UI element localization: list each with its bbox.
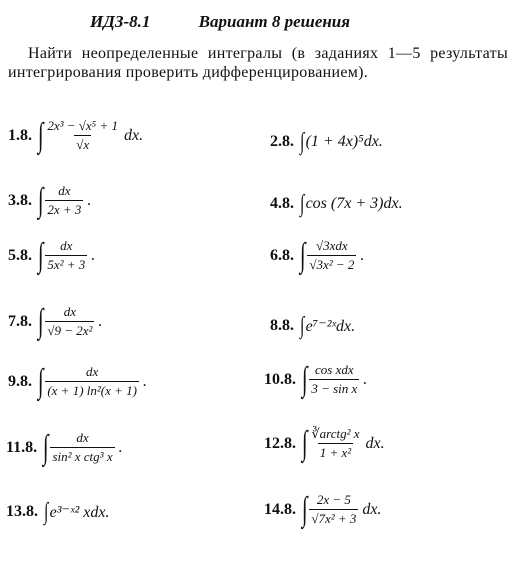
fraction — [309, 492, 358, 527]
problem-number: 11.8. — [6, 438, 38, 456]
integral-sign-icon: ∫ — [42, 428, 49, 466]
expression: e³⁻ˣ² xdx. — [49, 504, 110, 521]
fraction — [45, 238, 87, 273]
integral-sign-icon: ∫ — [300, 313, 305, 339]
expression: cos (7x + 3)dx. — [305, 195, 403, 212]
problem-number: 1.8. — [8, 126, 32, 144]
tail: dx. — [362, 500, 382, 518]
numerator: 2x³ − √x⁵ + 1 — [47, 118, 118, 133]
denominator: (x + 1) ln²(x + 1) — [47, 383, 137, 398]
integral-sign-icon: ∫ — [37, 236, 44, 274]
problem-12 — [264, 426, 385, 461]
numerator: 2x − 5 — [316, 492, 351, 507]
denominator: √7x² + 3 — [311, 511, 357, 526]
expression: (1 + 4x)⁵dx. — [305, 133, 383, 150]
problem-10 — [264, 362, 367, 397]
problem-number: 6.8. — [270, 246, 294, 264]
integral-sign-icon: ∫ — [37, 181, 44, 219]
tail: . — [98, 312, 103, 330]
integral-sign-icon: ∫ — [301, 360, 308, 398]
numerator: ∛arctg² x — [311, 426, 360, 441]
denominator: 3 − sin x — [311, 381, 358, 396]
integral-sign-icon: ∫ — [301, 490, 308, 528]
tail: . — [360, 246, 365, 264]
problem-7 — [8, 304, 102, 339]
numerator: dx — [60, 238, 73, 253]
instruction-text: Найти неопределенные интегралы (в заданиях 1—5 результаты интегрирования проверить дифференцированием). — [8, 45, 508, 81]
tail: . — [143, 372, 147, 390]
fraction — [45, 183, 83, 218]
fraction — [45, 304, 94, 339]
tail: dx. — [365, 434, 385, 452]
tail: . — [118, 438, 123, 456]
tail: . — [363, 370, 368, 388]
problem-number: 4.8. — [270, 195, 294, 212]
problem-6 — [270, 238, 364, 273]
problem-1 — [8, 118, 143, 153]
problem-5 — [8, 238, 95, 273]
fraction — [307, 238, 356, 273]
fraction — [45, 118, 120, 153]
problem-number: 12.8. — [264, 434, 296, 452]
numerator: √3xdx — [316, 238, 348, 253]
problem-number: 2.8. — [270, 133, 294, 150]
integral-sign-icon: ∫ — [299, 236, 306, 274]
fraction — [309, 362, 359, 397]
denominator: √3x² − 2 — [309, 257, 355, 272]
numerator: cos xdx — [315, 362, 354, 377]
numerator: dx — [58, 183, 71, 198]
expression: e⁷⁻²ˣdx. — [305, 318, 356, 335]
numerator: dx — [63, 304, 76, 319]
problem-number: 5.8. — [8, 246, 32, 264]
tail: dx. — [123, 126, 144, 144]
fraction — [309, 426, 361, 461]
problem-8 — [270, 314, 355, 338]
problem-number: 10.8. — [264, 370, 296, 388]
tail: . — [87, 191, 92, 209]
integral-sign-icon: ∫ — [37, 362, 44, 400]
fraction — [50, 430, 114, 465]
fraction — [45, 364, 139, 399]
denominator: sin² x ctg³ x — [52, 449, 113, 464]
problem-4 — [270, 192, 403, 216]
problem-14 — [264, 492, 382, 527]
problem-number: 13.8. — [6, 503, 38, 520]
integral-sign-icon: ∫ — [37, 116, 44, 154]
numerator: dx — [86, 364, 99, 379]
problem-2 — [270, 130, 383, 154]
integral-sign-icon: ∫ — [37, 302, 44, 340]
denominator: 5x² + 3 — [47, 257, 86, 272]
title-idz: ИДЗ-8.1 — [90, 12, 151, 31]
problem-number: 7.8. — [8, 312, 32, 330]
tail: . — [91, 246, 96, 264]
integral-sign-icon: ∫ — [301, 424, 308, 462]
problem-9 — [8, 364, 147, 399]
denominator: √9 − 2x² — [47, 323, 93, 338]
problem-13 — [6, 500, 109, 524]
title-variant: Вариант 8 решения — [198, 12, 351, 31]
integral-sign-icon: ∫ — [300, 129, 305, 155]
problem-3 — [8, 183, 91, 218]
problem-11 — [6, 430, 123, 465]
integral-sign-icon: ∫ — [300, 191, 305, 217]
numerator: dx — [76, 430, 89, 445]
integral-sign-icon: ∫ — [44, 499, 49, 525]
page-title — [90, 12, 350, 32]
problem-number: 14.8. — [264, 500, 296, 518]
denominator: √x — [76, 137, 90, 152]
problem-number: 8.8. — [270, 317, 294, 334]
denominator: 2x + 3 — [47, 202, 82, 217]
denominator: 1 + x² — [319, 445, 352, 460]
problem-number: 9.8. — [8, 372, 32, 390]
problem-number: 3.8. — [8, 191, 32, 209]
